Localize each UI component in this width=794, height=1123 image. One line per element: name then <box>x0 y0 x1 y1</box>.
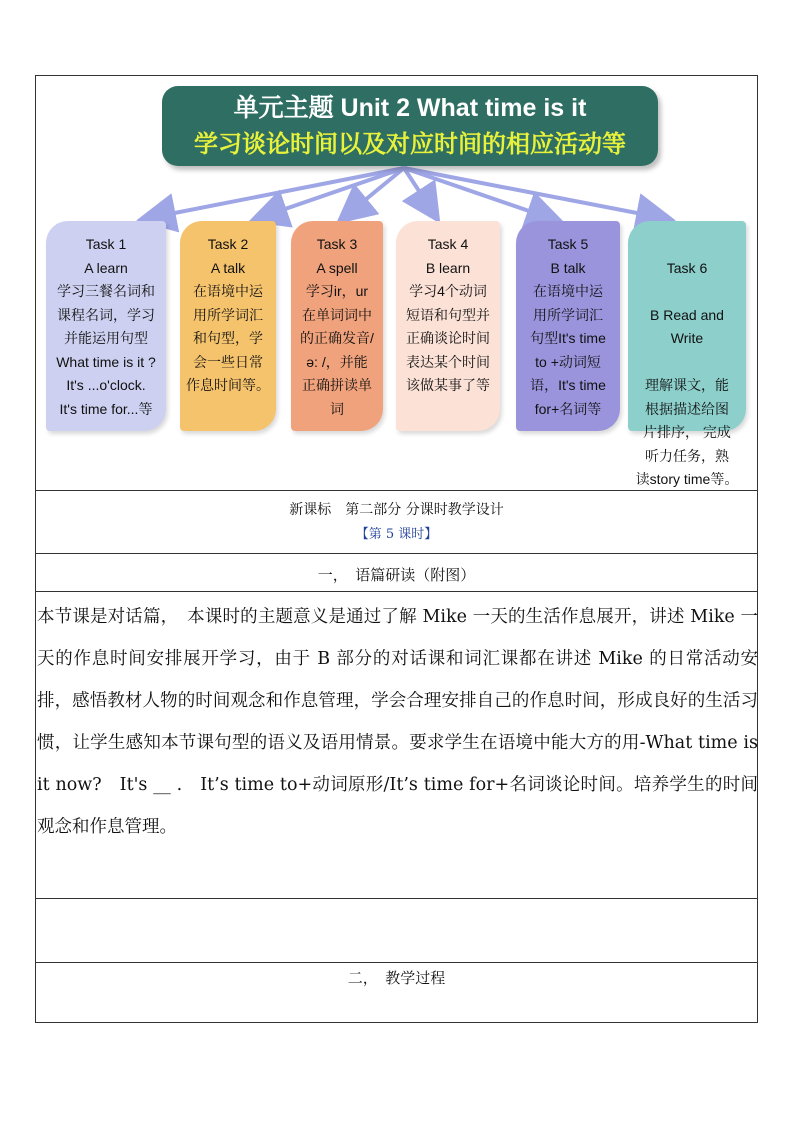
task-card-4 <box>396 221 500 431</box>
task-body: 在语境中运 用所学词汇 和句型，学 会一些日常 作息时间等。 <box>186 283 270 393</box>
doc-heading: 新课标 第二部分 分课时教学设计 <box>289 502 504 518</box>
row-divider <box>36 898 757 899</box>
task-title: Task 3 <box>316 236 358 252</box>
section-1-heading: 一， 语篇研读（附图） <box>317 566 476 584</box>
unit-subtitle: 学习谈论时间以及对应时间的相应活动等 <box>194 131 626 158</box>
lesson-plan-sheet <box>35 75 758 1023</box>
task-card-6 <box>628 221 746 487</box>
row-divider <box>36 553 757 554</box>
task-body: 在语境中运 用所学词汇 句型It's time to +动词短 语，It's time for+名词等 <box>530 283 606 417</box>
discourse-analysis-paragraph: 本节课是对话篇， 本课时的主题意义是通过了解 Mike 一天的生活作息展开，讲述 Mike 一天的作息时间安排展开学习，由于 B 部分的对话课和词汇课都在讲述 Mike 的日常活动安排，感悟教材人物的时间观念和作息管理，学会合理安排自己的作息时间，形成良好的生活习惯，让学生感知本节课句型的语义及语用情景。要求学生在语境中能大方的用-What time is it now? It's __ . It’s time to+动词原形/It’s time for+名词谈论时间。培养学生的时间观念和作息管理。 <box>37 607 758 837</box>
task-title: Task 2 <box>207 236 249 252</box>
task-card-1 <box>46 221 166 431</box>
task-subtitle: A talk <box>210 259 246 276</box>
row-divider <box>36 490 757 491</box>
task-body: 学习4个动词 短语和句型并 正确谈论时间 表达某个时间 该做某事了等 <box>406 283 490 393</box>
task-body: 学习ir，ur 在单词词中 的正确发音/ ə: /，并能 正确拼读单 词 <box>300 283 374 417</box>
task-body: 学习三餐名词和 课程名词，学习 并能运用句型 What time is it ? It's ...o'clock. It's time for...等 <box>56 283 156 417</box>
task-body: 理解课文，能 根据描述给图 片排序， 完成 听力任务，熟 读story time等。 <box>635 377 739 487</box>
task-card-5 <box>516 221 620 431</box>
task-subtitle: B talk <box>550 259 586 276</box>
task-title: Task 1 <box>85 236 127 252</box>
row-divider <box>36 962 757 963</box>
task-subtitle: B learn <box>425 259 471 276</box>
task-card-3 <box>291 221 383 431</box>
task-title: Task 4 <box>427 236 469 252</box>
task-title: Task 5 <box>547 236 589 252</box>
task-card-2 <box>180 221 276 431</box>
unit-title: 单元主题 Unit 2 What time is it <box>162 86 658 128</box>
task-subtitle: B Read and Write <box>650 306 724 346</box>
row-divider <box>36 591 757 592</box>
unit-theme-banner <box>162 86 658 166</box>
task-subtitle: A spell <box>316 259 358 276</box>
task-title: Task 6 <box>666 259 708 276</box>
task-subtitle: A learn <box>84 259 128 276</box>
lesson-number: 【第 5 课时】 <box>355 527 438 542</box>
section-2-heading: 二， 教学过程 <box>347 969 446 987</box>
